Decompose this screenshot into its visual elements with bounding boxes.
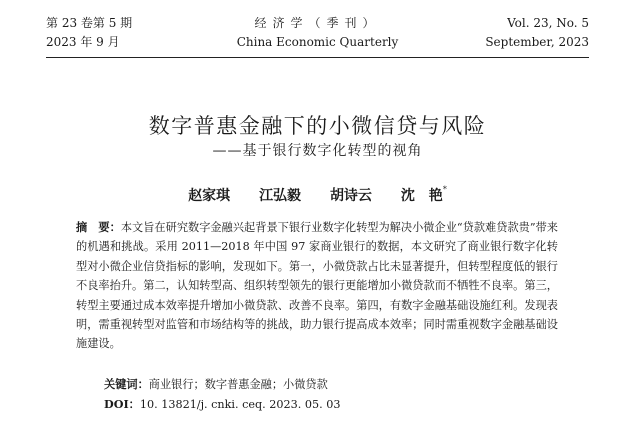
journal-name-cn: 经济学（季刊）: [254, 16, 381, 30]
doi-label: DOI：: [104, 397, 140, 411]
author-name-text: 沈 艳: [400, 188, 443, 204]
volume-issue-cn: 第 23 卷第 5 期: [46, 16, 133, 30]
doi: [104, 395, 340, 414]
date-cn: 2023 年 9 月: [46, 35, 120, 49]
abstract-label: 摘 要：: [76, 220, 121, 234]
journal-volume-info-en: [485, 14, 589, 52]
abstract-text: 本文旨在研究数字金融兴起背景下银行业数字化转型为解决小微企业“贷款难贷款贵”带来的机遇和挑战。采用 2011—2018 年中国 97 家商业银行的数据，本文研究了商业银行数字化转型对小微企业信贷指标的影响，发现如下。第一，小微贷款占比未显著提升，但转型程度低的银行不良率抬升。第二，认知转型高、组织转型领先的银行更能增加小微贷款而不牺牲不良率。第三，转型主要通过成本效率提升增加小微贷款、改善不良率。第四，有数字金融基础设施红利。发现表明，需重视转型对监管和市场结构等的挑战，助力银行提高成本效率；同时需重视数字金融基础设施建设。: [76, 221, 558, 351]
keywords-text: 商业银行；数字普惠金融；小微贷款: [148, 378, 328, 391]
keywords-label: 关键词：: [104, 377, 149, 391]
volume-issue-en: Vol. 23, No. 5: [507, 16, 589, 30]
author-list: [0, 185, 635, 205]
abstract: [76, 218, 558, 354]
author-name: 江弘毅: [259, 188, 302, 204]
paper-title: 数字普惠金融下的小微信贷与风险: [148, 114, 487, 138]
doi-text: 10. 13821/j. cnki. ceq. 2023. 05. 03: [139, 398, 341, 411]
header-rule: [46, 57, 589, 58]
date-en: September, 2023: [485, 35, 589, 49]
author-name: 胡诗云: [329, 188, 372, 204]
journal-name-en: China Economic Quarterly: [236, 35, 399, 49]
footnote-mark: *: [442, 185, 447, 194]
author-name: [400, 185, 447, 204]
paper-subtitle: ——基于银行数字化转型的视角: [212, 143, 423, 159]
keywords: [104, 375, 328, 394]
author-name: 赵家琪: [188, 188, 231, 204]
